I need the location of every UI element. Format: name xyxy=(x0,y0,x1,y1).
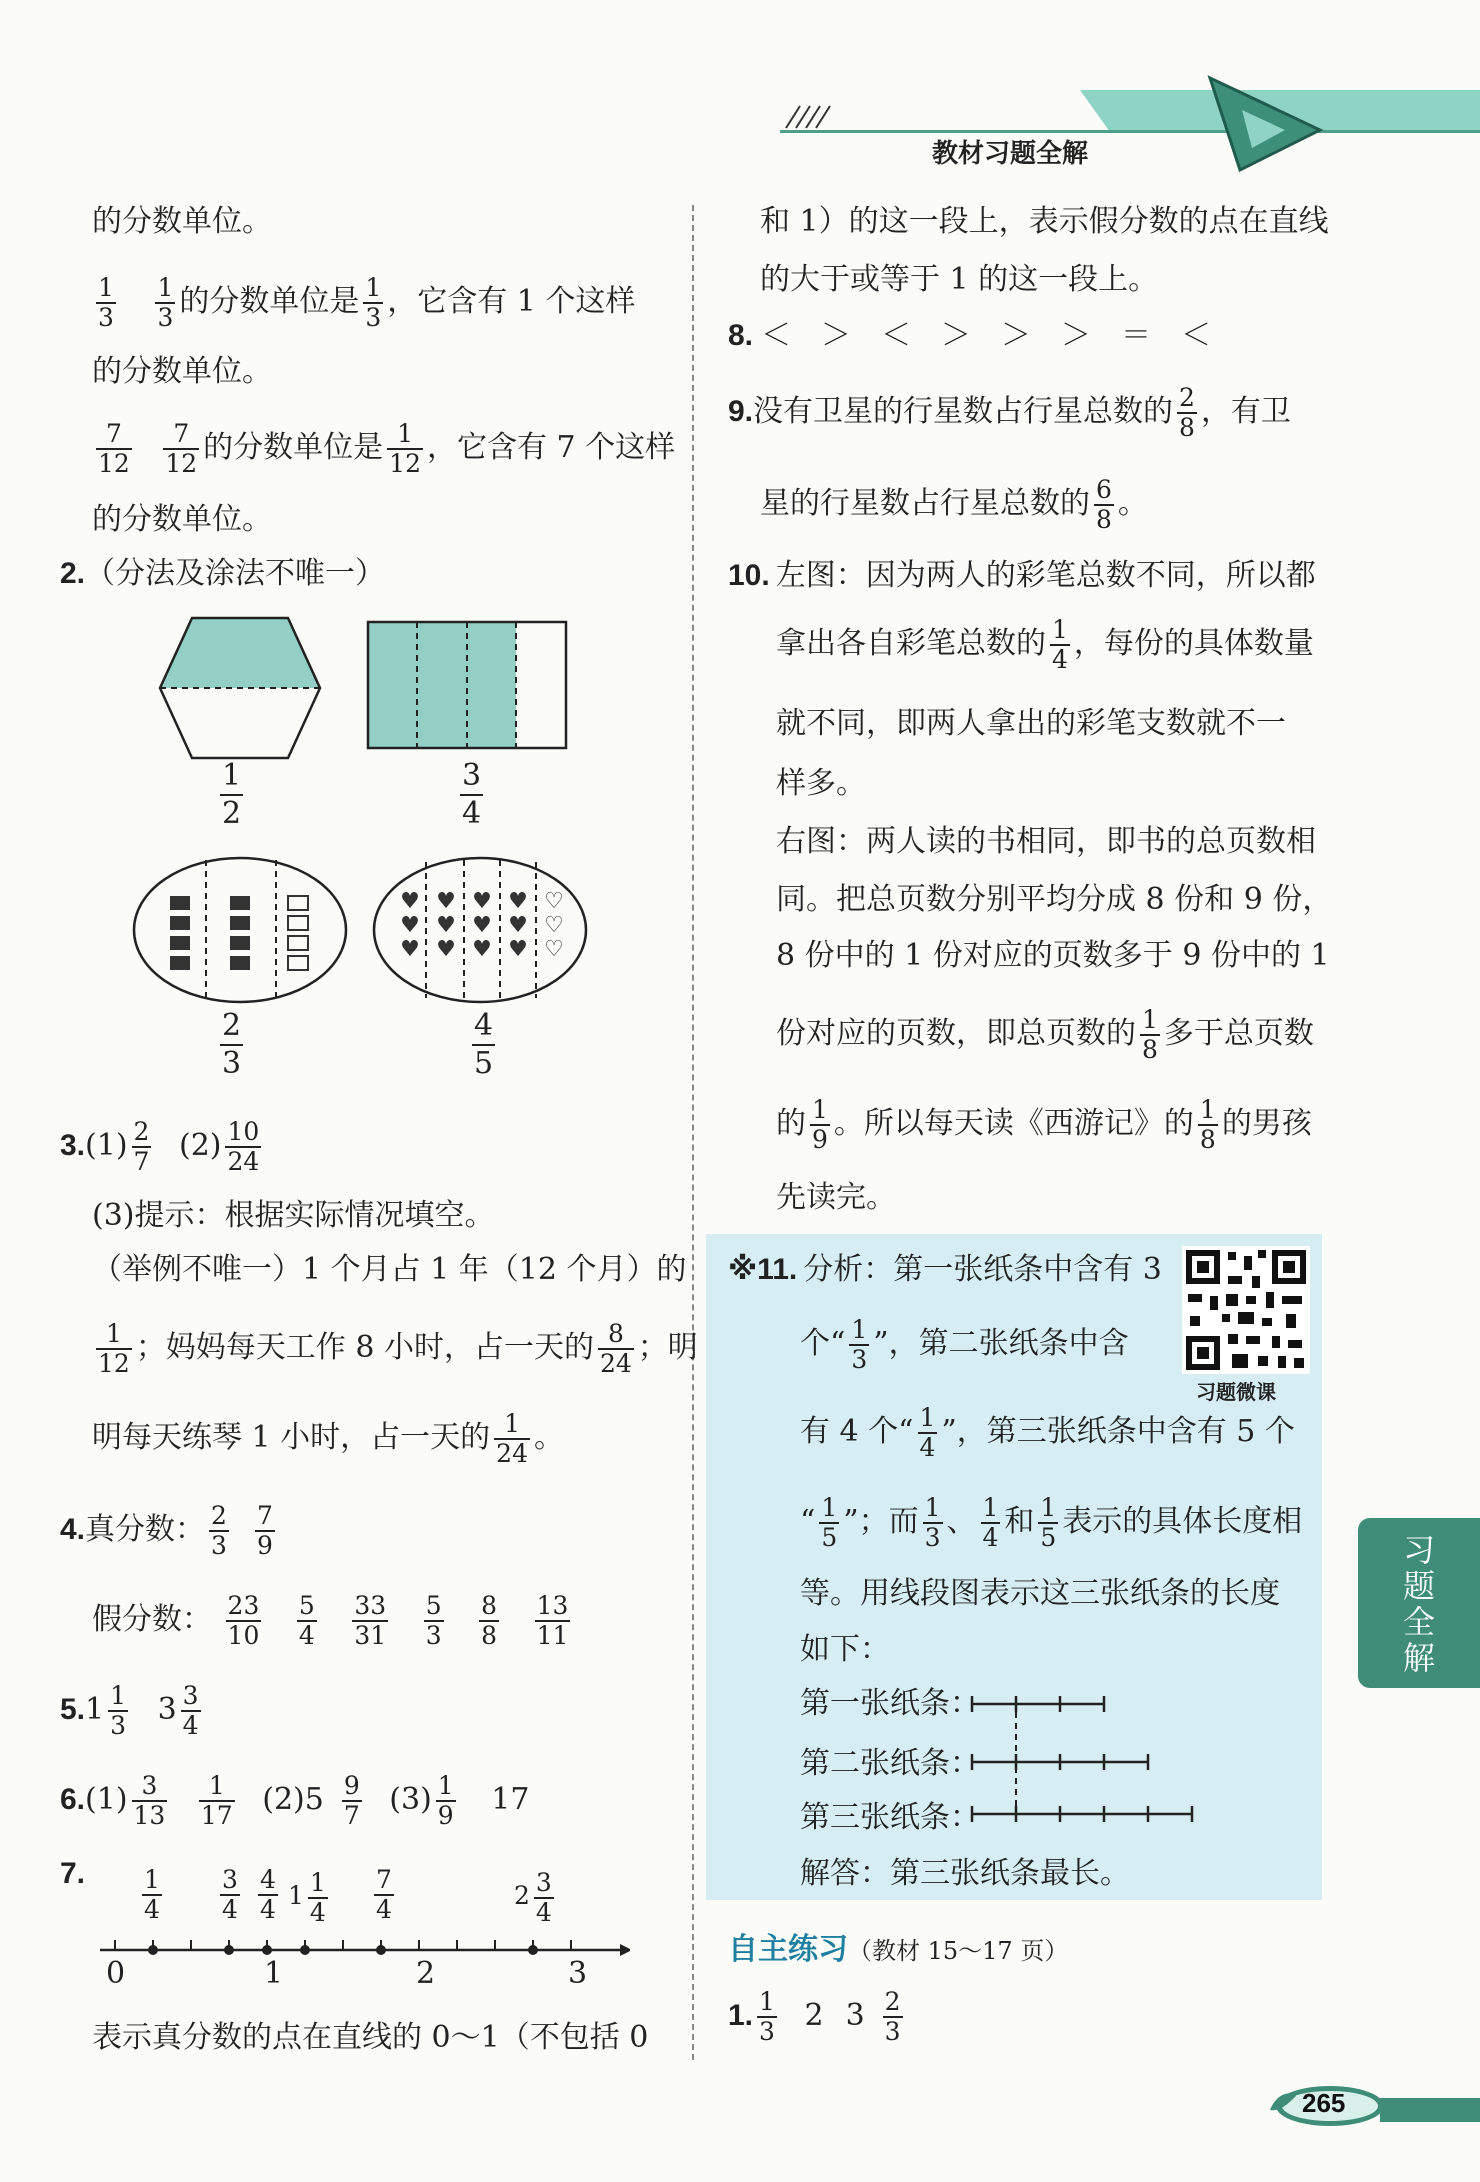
q7-tick-0: 0 xyxy=(106,1956,126,1991)
svg-text:♥: ♥ xyxy=(508,913,528,938)
q4-proper: 4.真分数： $\frac{2}{3}$ $\frac{7}{9}$ xyxy=(60,1501,273,1560)
page-number: 265 xyxy=(1302,2088,1346,2118)
practice-heading: 自主练习（教材 15～17 页） xyxy=(728,1932,1069,1967)
q8-row: 8. ＜ ＞ ＜ ＞ ＞ ＞ ＝ ＜ xyxy=(728,318,1212,353)
practice-q1: 1. $\frac{1}{3}$ 2 3 $\frac{2}{3}$ xyxy=(728,1987,901,2046)
q10-line-10: 先读完。 xyxy=(776,1180,896,1215)
svg-text:♥: ♥ xyxy=(508,937,528,962)
hexagon-shape xyxy=(160,618,320,758)
svg-text:♥: ♥ xyxy=(472,889,492,914)
q11-line-4: “ $\frac{1}{5}$ ”；而 $\frac{1}{3}$ 、 $\frac{1}{4}$ 和 $\frac{1}{5}$ 表示的具体长度相 xyxy=(800,1493,1303,1552)
header-decoration xyxy=(780,70,1480,180)
qr-label: 习题微课 xyxy=(1196,1380,1276,1404)
qr-code-icon[interactable] xyxy=(1182,1246,1310,1374)
q3-example-2: $\frac{1}{12}$ ；妈妈每天工作 8 小时，占一天的 $\frac{8}{24}$ ；明 xyxy=(98,1319,698,1378)
q10-line-3: 就不同，即两人拿出的彩笔支数就不一 xyxy=(776,706,1286,741)
q10-line-6: 同。把总页数分别平均分成 8 份和 9 份， xyxy=(776,882,1333,917)
q5-row: 5.1 $\frac{1}{3}$ 3 $\frac{3}{4}$ xyxy=(60,1681,199,1740)
q11-line-5: 等。用线段图表示这三张纸条的长度 xyxy=(800,1576,1280,1611)
q7-tail: 表示真分数的点在直线的 0～1（不包括 0 xyxy=(92,2020,649,2055)
side-tab-char: 全 xyxy=(1402,1603,1435,1641)
side-tab[interactable] xyxy=(1358,1518,1480,1688)
q7-label-3-4: $\frac{3}{4}$ xyxy=(222,1865,238,1924)
strip-label-2: 第二张纸条： xyxy=(800,1746,980,1781)
q2-frac-three-quarters: $\frac{3}{4}$ xyxy=(462,758,482,831)
right-line-1: 和 1）的这一段上，表示假分数的点在直线 xyxy=(760,204,1329,239)
q3-row-1: 3.(1) $\frac{2}{7}$ (2) $\frac{10}{24}$ xyxy=(60,1117,260,1176)
side-tab-char: 解 xyxy=(1402,1639,1435,1677)
q2-heading: 2.（分法及涂法不唯一） xyxy=(60,556,386,591)
q9-row-1: 9.没有卫星的行星数占行星总数的 $\frac{2}{8}$ ，有卫 xyxy=(728,383,1291,442)
strip-label-3: 第三张纸条： xyxy=(800,1800,980,1835)
svg-text:♥: ♥ xyxy=(472,937,492,962)
svg-text:♥: ♥ xyxy=(400,913,420,938)
heart-oval xyxy=(374,858,586,1002)
q7-label-1-4: $\frac{1}{4}$ xyxy=(144,1865,160,1924)
q7-label-1-1-4: 1 $\frac{1}{4}$ xyxy=(288,1867,326,1927)
column-divider xyxy=(692,205,694,2060)
q10-line-8: 份对应的页数，即总页数的 $\frac{1}{8}$ 多于总页数 xyxy=(776,1005,1314,1064)
svg-text:♥: ♥ xyxy=(436,889,456,914)
page-number-bar xyxy=(1260,2080,1480,2130)
svg-text:♡: ♡ xyxy=(544,889,564,914)
q2-frac-two-thirds: $\frac{2}{3}$ xyxy=(222,1008,242,1081)
q4-improper: 假分数： $\frac{23}{10}$ $\frac{5}{4}$ $\frac{33}{31}$ $\frac{5}{3}$ $\frac{8}{8}$ $\frac{13}{11}$ xyxy=(92,1591,569,1650)
q10-line-1: 10. 左图：因为两人的彩笔总数不同，所以都 xyxy=(728,558,1316,593)
q7-label-2-3-4: 2 $\frac{3}{4}$ xyxy=(514,1867,552,1927)
left-line-5: 的分数单位。 xyxy=(92,502,272,537)
q11-line-6: 如下： xyxy=(800,1632,890,1667)
q7-label-4-4: $\frac{4}{4}$ xyxy=(260,1865,276,1924)
svg-text:♥: ♥ xyxy=(436,937,456,962)
q11-line-1: ※11. 分析：第一张纸条中含有 3 xyxy=(728,1252,1162,1287)
q1-row-c: $\frac{7}{12}$ $\frac{7}{12}$ 的分数单位是 $\frac{1}{12}$ ，它含有 7 个这样 xyxy=(98,419,676,478)
q7-tick-1: 1 xyxy=(264,1956,284,1991)
q3-example-3: 明每天练琴 1 小时，占一天的 $\frac{1}{24}$ 。 xyxy=(92,1409,564,1468)
rectangle-shape xyxy=(368,622,566,748)
side-tab-char: 题 xyxy=(1402,1567,1435,1605)
q2-frac-four-fifths: $\frac{4}{5}$ xyxy=(474,1008,494,1081)
left-line-1: 的分数单位。 xyxy=(92,204,272,239)
q10-line-4: 样多。 xyxy=(776,766,866,801)
q7-number-line xyxy=(90,1930,630,2020)
q7-label-7-4: $\frac{7}{4}$ xyxy=(376,1865,392,1924)
svg-text:♥: ♥ xyxy=(436,913,456,938)
header-title: 教材习题全解 xyxy=(932,139,1089,169)
q10-line-9: 的 $\frac{1}{9}$ 。所以每天读《西游记》的 $\frac{1}{8}$ 的男孩 xyxy=(776,1095,1312,1154)
q2-frac-half: $\frac{1}{2}$ xyxy=(222,758,242,831)
q10-line-5: 右图：两人读的书相同，即书的总页数相 xyxy=(776,824,1316,859)
left-line-3: 的分数单位。 xyxy=(92,354,272,389)
q11-line-3: 有 4 个“ $\frac{1}{4}$ ”，第三张纸条中含有 5 个 xyxy=(800,1403,1295,1462)
q3-hint: (3)提示：根据实际情况填空。 xyxy=(92,1198,495,1233)
svg-text:♥: ♥ xyxy=(400,937,420,962)
q10-line-7: 8 份中的 1 份对应的页数多于 9 份中的 1 xyxy=(776,938,1330,973)
q9-row-2: 星的行星数占行星总数的 $\frac{6}{8}$ 。 xyxy=(760,475,1148,534)
q6-row: 6.(1) $\frac{3}{13}$ $\frac{1}{17}$ (2)5 $\frac{9}{7}$ (3) $\frac{1}{9}$ 17 xyxy=(60,1771,530,1830)
svg-text:♡: ♡ xyxy=(544,937,564,962)
svg-text:♥: ♥ xyxy=(508,889,528,914)
svg-text:♥: ♥ xyxy=(472,913,492,938)
q7-number: 7. xyxy=(60,1857,86,1890)
strip-label-1: 第一张纸条： xyxy=(800,1686,980,1721)
q1-row-b: $\frac{1}{3}$ $\frac{1}{3}$ 的分数单位是 $\frac{1}{3}$ ，它含有 1 个这样 xyxy=(98,273,636,332)
strip-diagram xyxy=(964,1688,1204,1828)
svg-text:♡: ♡ xyxy=(544,913,564,938)
svg-text:♥: ♥ xyxy=(400,889,420,914)
q7-tick-3: 3 xyxy=(568,1956,588,1991)
q2-shapes-bottom xyxy=(130,850,600,1010)
q11-answer: 解答：第三张纸条最长。 xyxy=(800,1856,1130,1891)
right-line-2: 的大于或等于 1 的这一段上。 xyxy=(760,262,1159,297)
q3-example-1: （举例不唯一）1 个月占 1 年（12 个月）的 xyxy=(92,1252,687,1287)
q10-line-2: 拿出各自彩笔总数的 $\frac{1}{4}$ ，每份的具体数量 xyxy=(776,615,1314,674)
q2-shapes-top xyxy=(140,608,600,838)
q7-tick-2: 2 xyxy=(416,1956,436,1991)
side-tab-char: 习 xyxy=(1402,1531,1435,1569)
block-oval xyxy=(134,858,346,1002)
q11-line-2: 个“ $\frac{1}{3}$ ”，第二张纸条中含 xyxy=(800,1315,1129,1374)
